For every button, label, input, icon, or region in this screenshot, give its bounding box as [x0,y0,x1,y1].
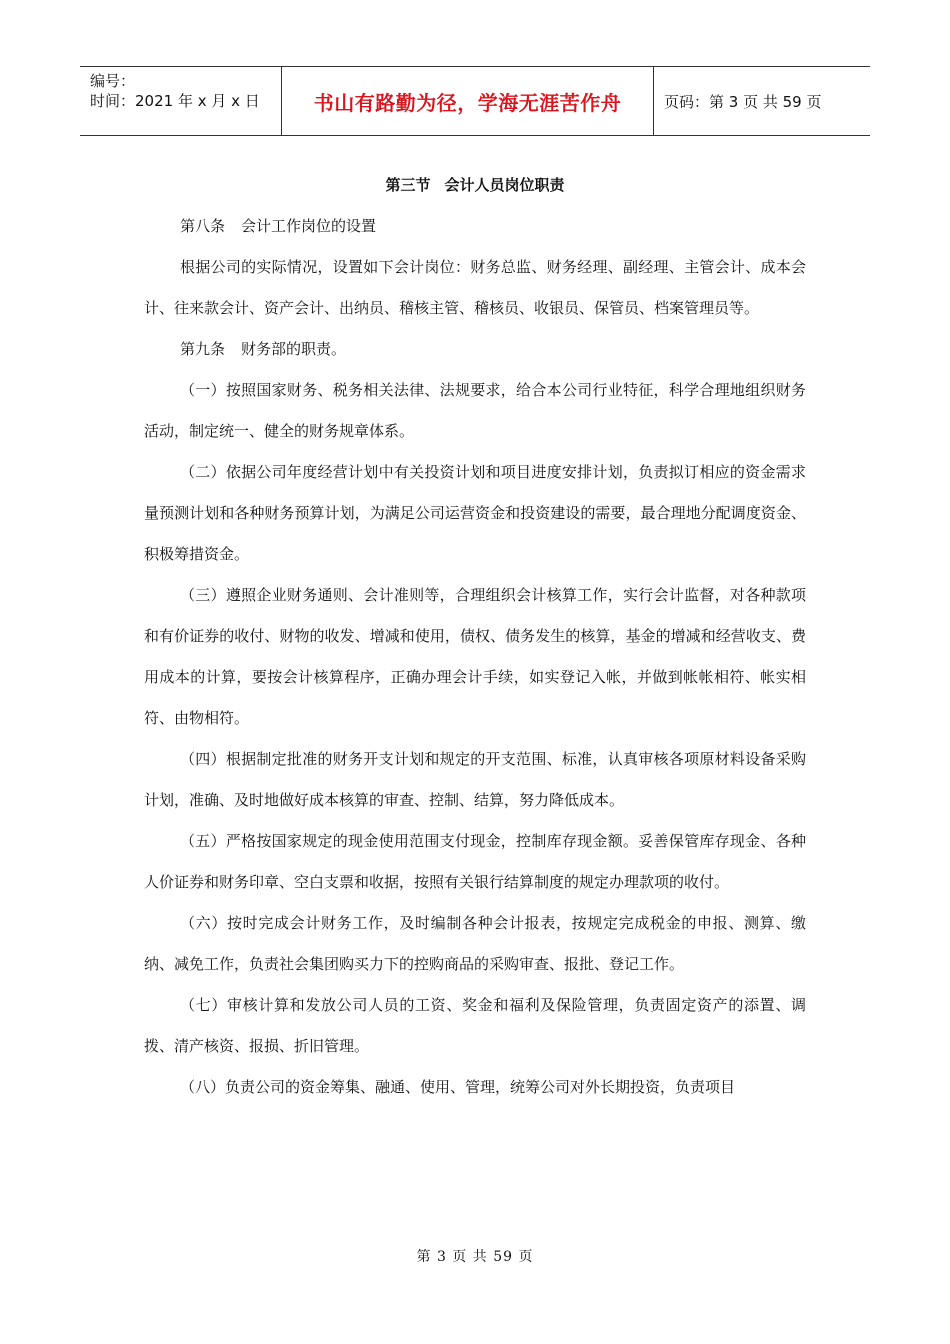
page-footer: 第 3 页 共 59 页 [416,1249,534,1265]
article-9-item-4: （四）根据制定批准的财务开支计划和规定的开支范围、标准，认真审核各项原材料设备采购计划，准确、及时地做好成本核算的审查、控制、结算，努力降低成本。 [144,750,806,809]
header-page-info [654,67,870,135]
document-time-label: 时间：2021 年 x 月 x 日 [90,92,260,110]
header-motto-cell [282,67,654,135]
section-heading [0,174,950,195]
article-9-item-1: （一）按照国家财务、税务相关法律、法规要求，给合本公司行业特征，科学合理地组织财务活动，制定统一、健全的财务规章体系。 [144,381,806,440]
article-8-title: 会计工作岗位的设置 [241,217,377,235]
article-9-number: 第九条 [180,340,226,358]
section-title: 会计人员岗位职责 [444,176,565,194]
document-body [144,206,806,1108]
article-9-item-7: （七）审核计算和发放公司人员的工资、奖金和福利及保险管理，负责固定资产的添置、调拨、清产核资、报损、折旧管理。 [144,996,806,1055]
article-9-item-5: （五）严格按国家规定的现金使用范围支付现金，控制库存现金额。妥善保管库存现金、各种人价证券和财务印章、空白支票和收据，按照有关银行结算制度的规定办理款项的收付。 [144,832,806,891]
header-page-number: 页码：第 3 页 共 59 页 [664,92,822,111]
article-9-heading [144,329,806,370]
article-9-item-3: （三）遵照企业财务通则、会计准则等，合理组织会计核算工作，实行会计监督，对各种款项和有价证券的收付、财物的收发、增减和使用，债权、债务发生的核算，基金的增减和经营收支、费用成本的计算，要按会计核算程序，正确办理会计手续，如实登记入帐，并做到帐帐相符、帐实相符、由物相符。 [144,586,806,727]
article-9-title: 财务部的职责。 [241,340,347,358]
document-number-label: 编号： [90,72,136,90]
article-9-item-8: （八）负责公司的资金筹集、融通、使用、管理，统筹公司对外长期投资，负责项目 [180,1078,736,1096]
article-8-number: 第八条 [180,217,226,235]
article-8-body: 根据公司的实际情况，设置如下会计岗位：财务总监、财务经理、副经理、主管会计、成本会计、往来款会计、资产会计、出纳员、稽核主管、稽核员、收银员、保管员、档案管理员等。 [144,258,806,317]
header-motto: 书山有路勤为径，学海无涯苦作舟 [313,90,622,115]
section-number: 第三节 [385,176,431,194]
article-9-item-6: （六）按时完成会计财务工作，及时编制各种会计报表，按规定完成税金的申报、测算、缴纳、减免工作，负责社会集团购买力下的控购商品的采购审查、报批、登记工作。 [144,914,806,973]
article-9-item-2: （二）依据公司年度经营计划中有关投资计划和项目进度安排计划，负责拟订相应的资金需求量预测计划和各种财务预算计划，为满足公司运营资金和投资建设的需要，最合理地分配调度资金、积极筹措资金。 [144,463,806,563]
header-meta [80,67,282,135]
page-header [80,66,870,136]
article-8-heading [144,206,806,247]
